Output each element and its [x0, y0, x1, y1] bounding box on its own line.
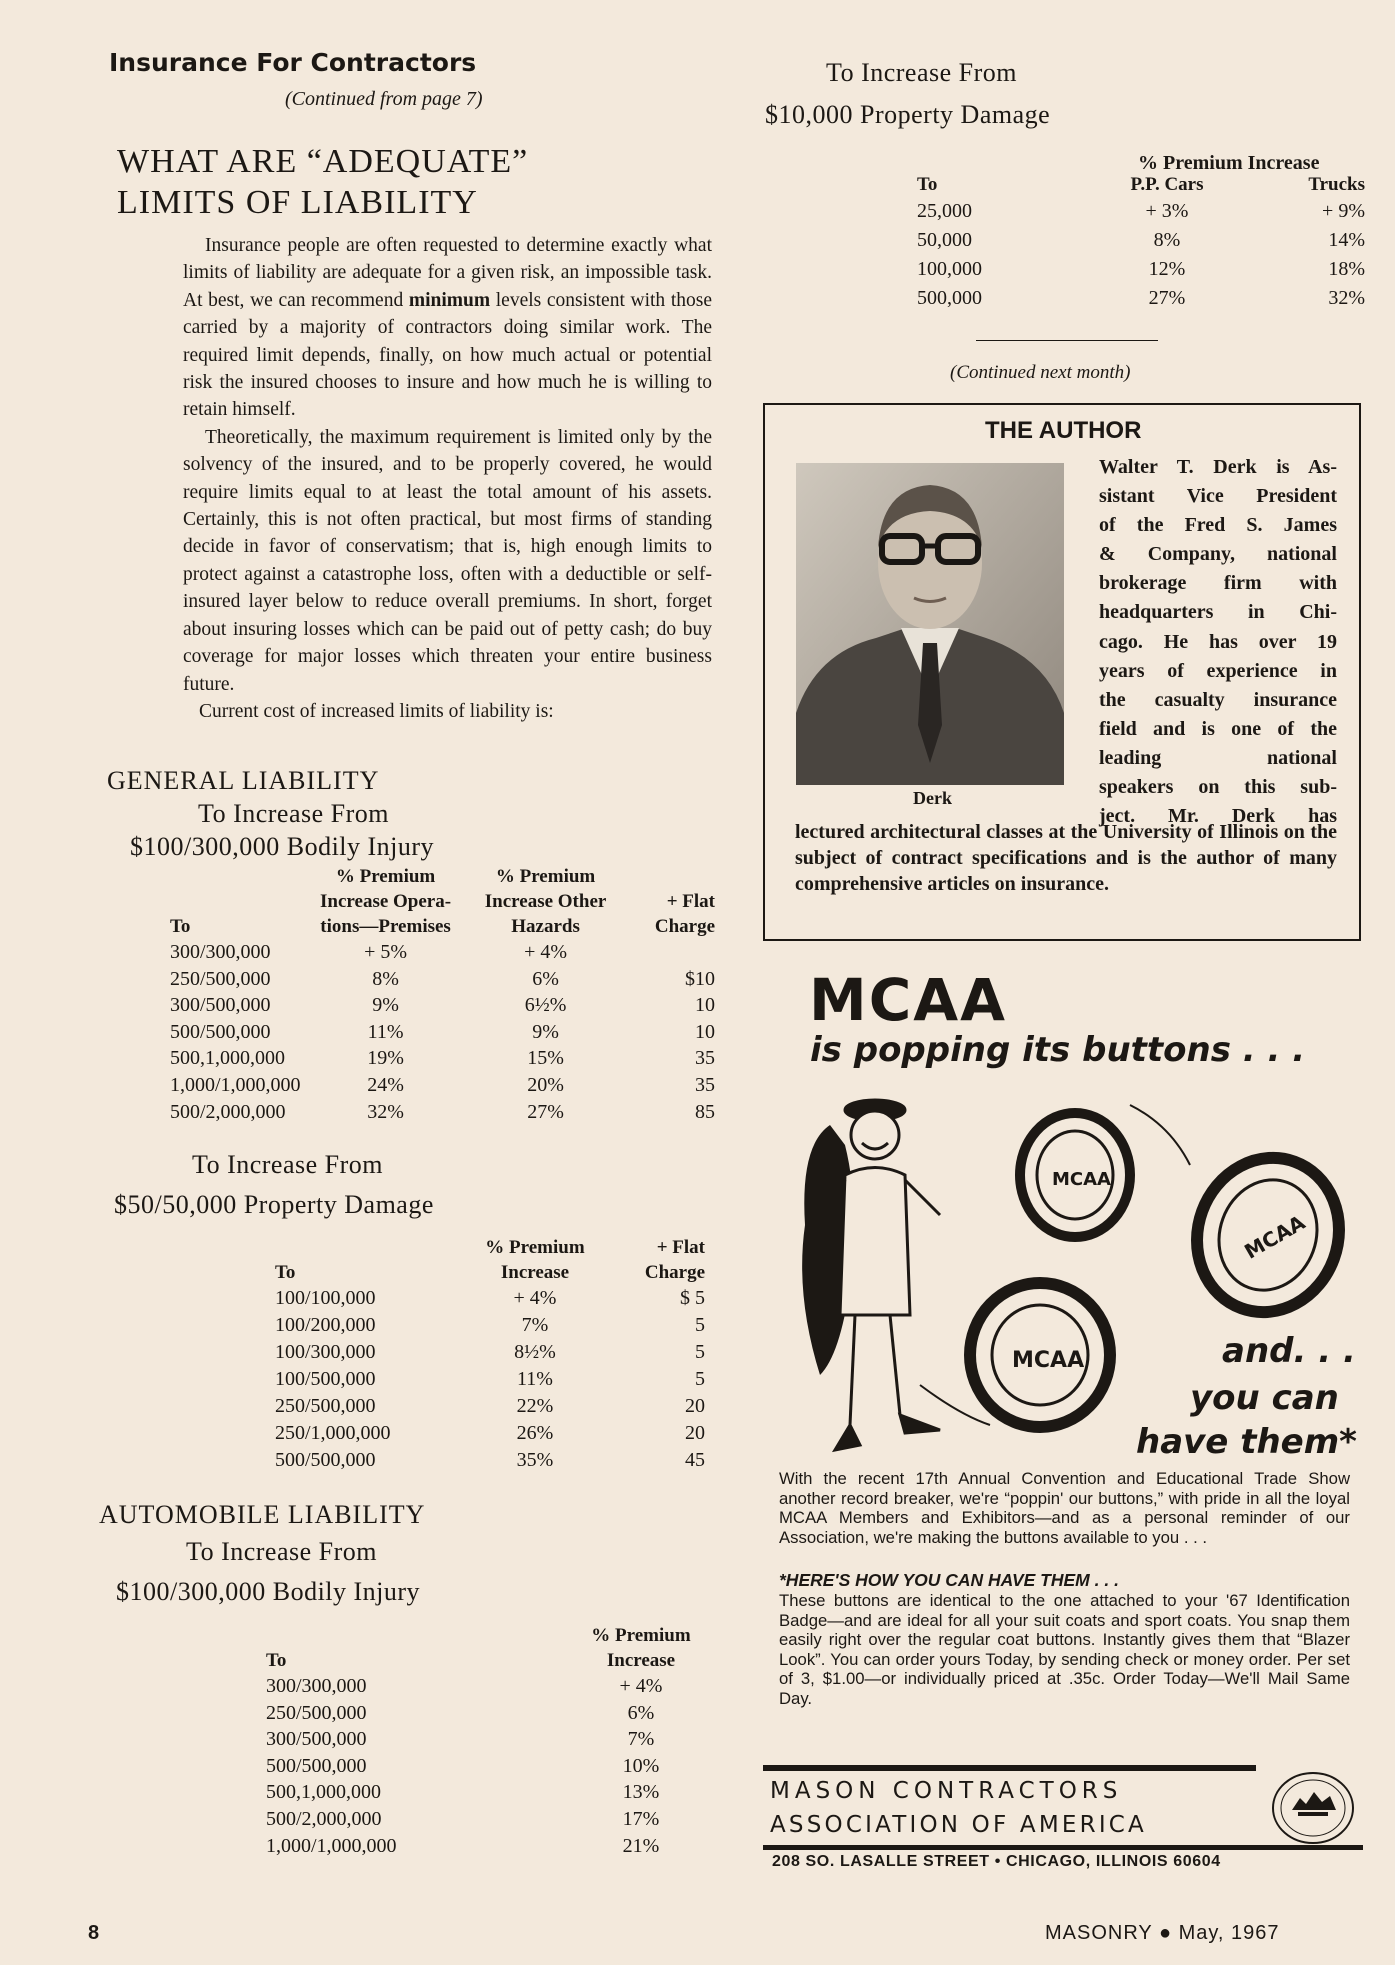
bio-line: brokerage firm with: [1099, 572, 1337, 595]
table-row: [266, 1673, 706, 1700]
gl-head-flat-2: Charge: [654, 916, 715, 937]
gl-cell-flat: 35: [695, 1047, 715, 1070]
ad-title: MCAA: [809, 966, 1008, 1034]
general-liability-heading: GENERAL LIABILITY: [107, 766, 380, 795]
table-row: [170, 1019, 715, 1046]
pd-cell-inc: 35%: [516, 1449, 554, 1471]
mcaa-seal-icon: [1270, 1770, 1356, 1846]
table-row: [170, 966, 715, 993]
author-bio-column: [1099, 453, 1337, 831]
bio-line: headquarters in Chi-: [1099, 601, 1337, 624]
automobile-liability-heading: AUTOMOBILE LIABILITY: [99, 1500, 426, 1529]
bio-line: ject. Mr. Derk has: [1099, 805, 1337, 828]
pd-subheading-2: $50/50,000 Property Damage: [114, 1190, 434, 1219]
gl-subheading-1: To Increase From: [198, 799, 390, 828]
divider-rule: [976, 340, 1158, 341]
gl-cell-flat: 10: [695, 1020, 715, 1043]
table-row: [275, 1393, 705, 1420]
gl-cell-oth: 27%: [527, 1100, 564, 1123]
org-name-line1: MASON CONTRACTORS: [770, 1778, 1123, 1804]
pd-head-flat-2: Charge: [644, 1262, 705, 1283]
table-row: [170, 939, 715, 966]
gl-cell-oth: 15%: [527, 1047, 564, 1070]
gl-cell-to: 250/500,000: [170, 967, 271, 990]
pd-cell-inc: 22%: [516, 1395, 554, 1417]
auto-liability-table: [266, 1623, 706, 1859]
general-liability-table: [170, 864, 715, 1125]
bio-line: years of experience in: [1099, 659, 1337, 682]
gl-cell-ops: 24%: [367, 1073, 404, 1096]
table-row: [170, 1072, 715, 1099]
pd-cell-flat: 20: [685, 1422, 705, 1444]
pd-head-inc-2: Increase: [500, 1262, 570, 1283]
al-head-to: To: [266, 1650, 287, 1671]
pd-cell-inc: 7%: [521, 1314, 549, 1336]
emphasis-minimum: minimum: [408, 289, 491, 311]
ppd-cell-trucks: 14%: [1328, 229, 1365, 251]
button-1-label: MCAA: [1052, 1169, 1111, 1190]
paragraph-3: Current cost of increased limits of liability is:: [199, 700, 554, 722]
author-photo: [796, 463, 1064, 785]
gl-head-ops-2: Increase Opera-: [320, 891, 452, 912]
pd-subheading-1: To Increase From: [192, 1150, 384, 1179]
ppd-cell-cars: + 3%: [1145, 200, 1189, 222]
gl-cell-to: 500/2,000,000: [170, 1100, 286, 1123]
mcaa-button-1: [1020, 1113, 1130, 1237]
button-3-label: MCAA: [1012, 1348, 1085, 1373]
gl-cell-to: 300/500,000: [170, 994, 271, 1017]
table-row: [266, 1753, 706, 1780]
pd-head-to: To: [275, 1262, 296, 1283]
table-row: [170, 1099, 715, 1126]
al-cell-to: 500/2,000,000: [266, 1807, 382, 1830]
org-name-line2: ASSOCIATION OF AMERICA: [770, 1812, 1147, 1838]
gl-cell-to: 500/500,000: [170, 1020, 271, 1043]
table-row: [266, 1806, 706, 1833]
al-cell-inc: + 4%: [619, 1675, 663, 1697]
photo-caption: Derk: [913, 788, 952, 808]
article-title-line1: WHAT ARE “ADEQUATE”: [117, 143, 529, 180]
gl-cell-flat: 85: [695, 1100, 715, 1123]
mcaa-button-2: [1176, 1138, 1360, 1332]
pd-cell-to: 500/500,000: [275, 1449, 376, 1471]
bio-line: sistant Vice President: [1099, 485, 1337, 508]
gl-cell-to: 300/300,000: [170, 941, 271, 963]
gl-cell-flat: 10: [695, 994, 715, 1017]
ppd-cell-cars: 27%: [1148, 287, 1186, 309]
ad-you-can: you can: [1190, 1378, 1339, 1418]
ppd-cell-trucks: 32%: [1328, 287, 1365, 309]
al-cell-inc: 7%: [627, 1728, 655, 1751]
paragraph-2: Theoretically, the maximum requirement is limited only by the solvency of the insured, and to be properly covered, he would require limits equal to at least the total amount of his assets. Certainly, this is not often practical, but most firms of standing decide in favor of conservatism; that is, high enough limits to protect against a catastrophe loss, often with a deductible or self-insured layer below to reduce overall premiums. In short, forget about insuring losses which can be paid out of petty cash; do buy coverage for major losses which threaten your entire business future.: [183, 426, 712, 695]
ppd-subheading-2: $10,000 Property Damage: [765, 100, 1051, 129]
ppd-cell-to: 25,000: [917, 200, 972, 222]
pd-cell-to: 100/500,000: [275, 1368, 376, 1390]
ppd-cell-trucks: 18%: [1328, 258, 1365, 280]
gl-cell-ops: 32%: [367, 1100, 404, 1123]
article-body: [183, 232, 712, 725]
pd-cell-inc: 8½%: [514, 1341, 556, 1363]
al-cell-to: 300/500,000: [266, 1728, 367, 1751]
ad-body-2: These buttons are identical to the one attached to your '67 Identification Badge—and are ideal for all your suit coats and sport coats. You snap them easily right over the regular coat buttons. Instantly gives them that “Blazer Look”. You can order yours Today, by sending check or money order. Per set of 3, $1.00—or individually priced at .35c. Order Today—We'll Mail Same Day.: [779, 1591, 1350, 1708]
author-portrait-image: [796, 463, 1064, 785]
al-head-inc-1: % Premium: [591, 1625, 691, 1646]
gl-head-flat-1: + Flat: [666, 891, 715, 912]
ad-and: and. . .: [1222, 1331, 1356, 1371]
pd-cell-inc: + 4%: [513, 1287, 557, 1309]
ppd-cell-cars: 12%: [1148, 258, 1186, 280]
pd-cell-flat: 20: [685, 1395, 705, 1417]
ppd-cell-to: 50,000: [917, 229, 972, 251]
gl-head-oth-1: % Premium: [495, 866, 596, 887]
pd-cell-flat: $ 5: [680, 1287, 705, 1309]
al-cell-inc: 17%: [622, 1807, 660, 1830]
table-row: [917, 284, 1365, 313]
mcaa-button-3: [970, 1283, 1110, 1427]
continued-from: (Continued from page 7): [285, 88, 483, 110]
gl-cell-oth: 6%: [532, 967, 559, 990]
private-property-damage-table: [917, 172, 1365, 313]
table-row: [170, 992, 715, 1019]
pd-cell-to: 250/1,000,000: [275, 1422, 391, 1444]
bio-line: leading national: [1099, 746, 1337, 769]
pd-cell-flat: 45: [685, 1449, 705, 1471]
gl-cell-ops: + 5%: [364, 941, 408, 963]
org-address: 208 SO. LASALLE STREET • CHICAGO, ILLINOIS 60604: [772, 1853, 1221, 1870]
gl-cell-oth: + 4%: [524, 941, 568, 963]
table-row: [917, 197, 1365, 226]
bio-line: field and is one of the: [1099, 717, 1337, 740]
pd-cell-flat: 5: [695, 1368, 705, 1390]
property-damage-table: [275, 1235, 705, 1474]
gl-cell-oth: 20%: [527, 1073, 564, 1096]
gl-head-ops-3: tions—Premises: [320, 916, 451, 937]
al-subheading-1: To Increase From: [186, 1537, 378, 1566]
pd-cell-inc: 11%: [517, 1368, 553, 1390]
continued-next: (Continued next month): [950, 362, 1131, 383]
ppd-head-to: To: [917, 174, 938, 195]
ad-subtitle: is popping its buttons . . .: [810, 1030, 1306, 1070]
page-footer: MASONRY ● May, 1967: [1045, 1922, 1280, 1944]
ppd-head-group: % Premium Increase: [1138, 152, 1320, 174]
org-top-rule: [763, 1765, 1256, 1771]
paragraph-1: Insurance people are often requested to determine exactly what limits of liability are adequate for a given risk, an impossible task. At best, we can recommend minimum levels consistent with those carried by a majority of contractors doing similar work. The required limit depends, finally, on how much actual or potential risk the insured chooses to insure and how much he is willing to retain himself.: [183, 235, 712, 421]
al-cell-to: 250/500,000: [266, 1701, 367, 1724]
al-head-inc-2: Increase: [606, 1650, 676, 1671]
gl-head-oth-3: Hazards: [511, 916, 580, 937]
al-cell-to: 500/500,000: [266, 1754, 367, 1777]
gl-cell-to: 1,000/1,000,000: [170, 1073, 301, 1096]
gl-cell-ops: 19%: [367, 1047, 404, 1070]
gl-cell-oth: 6½%: [524, 994, 567, 1017]
gl-cell-ops: 9%: [372, 994, 399, 1017]
bio-line: & Company, national: [1099, 543, 1337, 566]
gl-cell-ops: 11%: [367, 1020, 404, 1043]
gl-cell-flat: [621, 939, 715, 966]
ppd-subheading-1: To Increase From: [826, 58, 1018, 87]
pd-cell-flat: 5: [695, 1314, 705, 1336]
pd-cell-inc: 26%: [516, 1422, 554, 1444]
bio-line: cago. He has over 19: [1099, 630, 1337, 653]
table-row: [266, 1726, 706, 1753]
ppd-cell-cars: 8%: [1153, 229, 1181, 251]
pd-cell-to: 100/200,000: [275, 1314, 376, 1336]
pd-head-inc-1: % Premium: [485, 1237, 585, 1258]
bio-line: of the Fred S. James: [1099, 514, 1337, 537]
al-cell-inc: 10%: [622, 1754, 660, 1777]
table-row: [266, 1779, 706, 1806]
table-row: [266, 1833, 706, 1860]
table-row: [275, 1312, 705, 1339]
table-row: [275, 1366, 705, 1393]
ad-body-1: With the recent 17th Annual Convention and Educational Trade Show another record breaker, we're “poppin' our buttons,” with pride in all the loyal MCAA Members and Exhibitors—and as a personal reminder of our Association, we're making the buttons available to you . . .: [779, 1469, 1350, 1547]
al-cell-inc: 13%: [622, 1781, 660, 1804]
pd-head-flat-1: + Flat: [656, 1237, 705, 1258]
ppd-head-trucks: Trucks: [1308, 174, 1365, 195]
pd-cell-to: 100/100,000: [275, 1287, 376, 1309]
table-row: [266, 1700, 706, 1727]
gl-head-to: To: [170, 916, 191, 937]
table-row: [275, 1339, 705, 1366]
al-cell-to: 1,000/1,000,000: [266, 1834, 397, 1857]
gl-subheading-2: $100/300,000 Bodily Injury: [130, 832, 435, 861]
mcaa-seal: [1270, 1770, 1356, 1846]
running-head: Insurance For Contractors: [109, 48, 477, 77]
ppd-head-cars: P.P. Cars: [1130, 174, 1204, 195]
ad-have-them: have them*: [1136, 1422, 1357, 1462]
al-subheading-2: $100/300,000 Bodily Injury: [116, 1577, 421, 1606]
author-heading: THE AUTHOR: [985, 417, 1142, 444]
gl-cell-to: 500,1,000,000: [170, 1047, 285, 1070]
table-row: [917, 255, 1365, 284]
gl-cell-flat: $10: [685, 967, 715, 990]
table-row: [170, 1045, 715, 1072]
ad-how-heading: *HERE'S HOW YOU CAN HAVE THEM . . .: [779, 1570, 1119, 1590]
bio-line: the casualty insurance: [1099, 688, 1337, 711]
al-cell-inc: 21%: [622, 1834, 660, 1857]
button-2-label: MCAA: [1240, 1210, 1310, 1264]
author-bio-rest: lectured architectural classes at the University of Illinois on the subject of contract specifications and is the author of many comprehensive articles on insurance.: [795, 821, 1337, 895]
ppd-cell-to: 500,000: [917, 287, 982, 309]
pd-cell-to: 100/300,000: [275, 1341, 376, 1363]
pd-cell-flat: 5: [695, 1341, 705, 1363]
ppd-cell-trucks: + 9%: [1322, 200, 1365, 222]
table-row: [917, 226, 1365, 255]
al-cell-to: 500,1,000,000: [266, 1781, 381, 1804]
gl-head-oth-2: Increase Other: [484, 891, 607, 912]
gl-cell-ops: 8%: [372, 967, 399, 990]
pd-cell-to: 250/500,000: [275, 1395, 376, 1417]
table-row: [275, 1420, 705, 1447]
author-box: [763, 403, 1361, 941]
al-cell-to: 300/300,000: [266, 1675, 367, 1697]
page-number: 8: [88, 1922, 100, 1944]
gl-cell-flat: 35: [695, 1073, 715, 1096]
article-title-line2: LIMITS OF LIABILITY: [117, 184, 478, 221]
table-row: [275, 1285, 705, 1312]
bio-line: Walter T. Derk is As-: [1099, 456, 1337, 478]
gl-cell-oth: 9%: [532, 1020, 559, 1043]
ppd-cell-to: 100,000: [917, 258, 982, 280]
al-cell-inc: 6%: [627, 1701, 655, 1724]
gl-head-ops-1: % Premium: [335, 866, 436, 887]
bio-line: speakers on this sub-: [1099, 776, 1337, 799]
table-row: [275, 1447, 705, 1474]
